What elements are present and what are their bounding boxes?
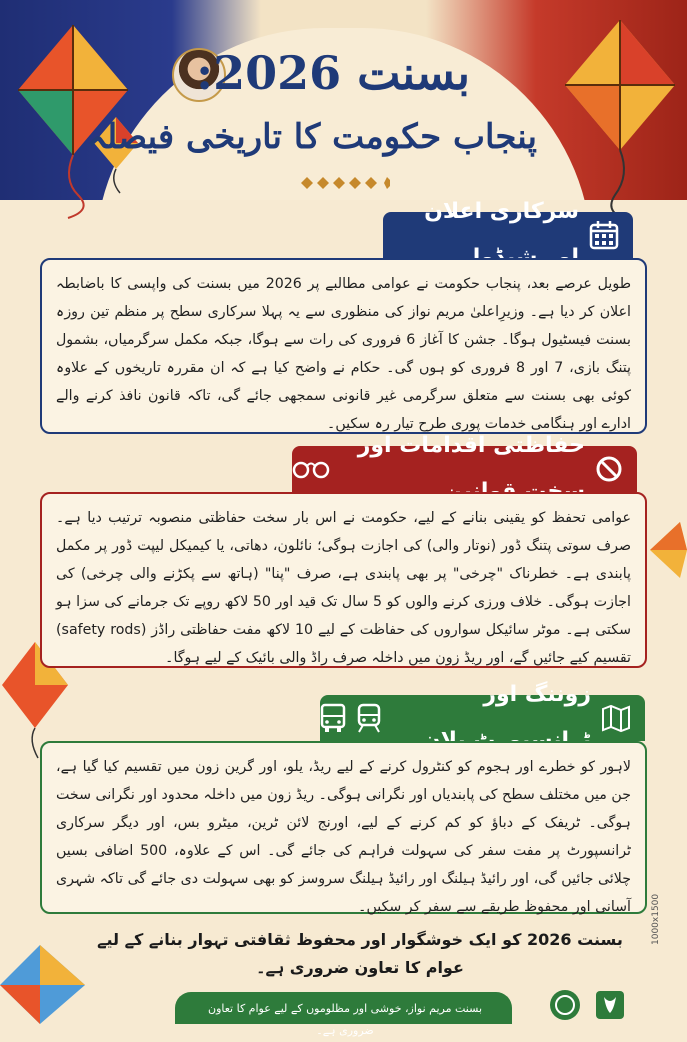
page-subtitle: پنجاب حکومت کا تاریخی فیصلہ — [86, 117, 537, 157]
map-icon — [601, 704, 631, 732]
bus-icon — [320, 703, 346, 733]
section-body-announcement — [40, 258, 647, 434]
footer-text: بسنت مریم نواز، خوشی اور مظلوموں کے لیے عوام کا تعاون ضروری ہے۔ — [207, 1002, 483, 1037]
decorative-diamonds — [300, 176, 390, 190]
section-title: زوننگ اور — [483, 682, 591, 707]
punjab-logo-icon — [545, 985, 585, 1023]
section-header-transport — [320, 682, 645, 741]
prohibited-icon — [595, 455, 623, 483]
kite-bottom-left-icon — [0, 940, 95, 1024]
page-title: بسنت 2026: — [196, 46, 470, 100]
section-body-safety — [40, 492, 647, 668]
section-text: طویل عرصے بعد، پنجاب حکومت نے عوامی مطالبے پر 2026 میں بسنت کی واپسی کا باضابطہ اعلان کر دیا ہے۔ وزیرِاعلیٰ مریم نواز کی منظوری سے یہ پہلا سرکاری سطح پر منظم تین روزہ بسنت فیسٹیول ہوگا۔ جشن کا آغاز 6 فروری کی رات سے ہوگا، جبکہ مکمل سرگرمیاں، بشمول پتنگ بازی، 7 اور 8 فروری کو ہوں گی۔ حکام نے واضح کیا ہے کہ ان مقررہ تاریخوں کے علاوہ کوئی بھی بسنت سے متعلق سرگرمی غیر قانونی سمجھی جائے گی، تاکہ قانون نافذ کرنے والے ادارے اور ہنگامی خدمات پوری طرح تیار رہ سکیں۔ — [56, 276, 631, 432]
government-emblem-icon — [590, 985, 630, 1023]
section-text: عوامی تحفظ کو یقینی بنانے کے لیے، حکومت نے اس بار سخت حفاظتی منصوبہ ترتیب دیا ہے۔ صرف سوتی پتنگ ڈور (نوتار والی) کی اجازت ہوگی؛ نائلون، دھاتی، یا کیمیکل لیپت ڈور پر مکمل پابندی ہے۔ خطرناک "چرخی" پر بھی پابندی ہے، صرف "پنا" (ہاتھ سے پکڑنے والی چرخی) کی اجازت ہوگی۔ خلاف ورزی کرنے والوں کو 5 سال تک قید اور 50 لاکھ روپے تک جرمانے کی سزا ہو سکتی ہے۔ موٹر سائیکل سواروں کی حفاظت کے لیے 10 لاکھ مفت حفاظتی راڈز (safety rods) تقسیم کیے جائیں گے، اور ریڈ زون میں داخلہ صرف راڈ والی بائیک کے لیے ہوگا۔ — [56, 510, 632, 666]
section-text: لاہور کو خطرے اور ہجوم کو کنٹرول کرنے کے لیے ریڈ، یلو، اور گرین زون میں تقسیم کیا گیا ہے، جن میں مختلف سطح کی پابندیاں اور نگرانی ہوگی۔ ریڈ زون میں داخلہ محدود اور نگرانی سخت ہوگی۔ ٹریفک کے دباؤ کو کم کرنے کے لیے، اورنج لائن ٹرین، میٹرو بس، اور دیگر سرکاری ٹرانسپورٹ پر مفت سفر کی سہولت فراہم کی جائے گی۔ اس کے علاوہ، 500 اضافی بسیں چلائی جائیں گی، اور رائیڈ ہیلنگ اور رائیڈ ہیلنگ سروسز کو بھی سہولت دی جائے گی تاکہ شہری آسانی اور محفوظ طریقے سے سفر کر سکیں۔ — [56, 759, 631, 915]
closing-statement: بسنت 2026 کو ایک خوشگوار اور محفوظ ثقافتی تہوار بنانے کے لیے عوام کا تعاون ضروری ہے۔ — [97, 930, 623, 977]
section-title: حفاظتی اقدامات اور — [357, 433, 585, 458]
section-header-announcement — [383, 199, 633, 258]
calendar-icon — [589, 220, 619, 250]
section-body-transport — [40, 741, 647, 914]
section-title: سرکاری اعلان — [424, 199, 579, 224]
train-icon — [356, 703, 382, 733]
section-header-safety — [292, 433, 637, 492]
size-label: 1000x1500 — [651, 893, 661, 945]
handcuffs-icon — [292, 457, 330, 481]
kite-right-edge-icon — [650, 520, 687, 600]
